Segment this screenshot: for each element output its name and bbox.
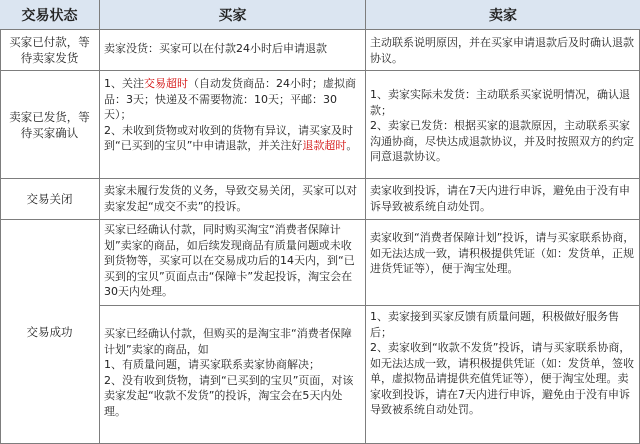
seller-cell xyxy=(366,306,640,444)
seller-line: 2、卖家已发货：根据买家的退款原因，主动联系买家沟通协商，尽快达成退款协议，并及时按照双方的约定同意退款协议。 xyxy=(370,119,634,163)
table-row xyxy=(0,30,640,71)
buyer-cell: 卖家没货：买家可以在付款24小时后申请退款 xyxy=(100,30,366,71)
seller-line: 2、卖家收到“收款不发货”投诉，请与买家联系协商，如无法达成一致，请积极提供凭证（如：发货单，签收单，虚拟物品请提供充值凭证等），便于淘宝处理。卖家收到投诉，请在7天内进行申诉，避免由于没有申诉导致被系统自动处罚。 xyxy=(370,341,634,416)
seller-cell: 卖家收到“消费者保障计划”投诉，请与买家联系协商，如无法达成一致，请积极提供凭证（如：发货单，正规进货凭证等），便于淘宝处理。 xyxy=(366,220,640,306)
buyer-line: 1、有质量问题，请买家联系卖家协商解决； xyxy=(104,358,320,371)
refund-timeout-highlight: 退款超时 xyxy=(302,139,347,152)
header-seller: 卖家 xyxy=(366,0,640,30)
buyer-cell xyxy=(100,306,366,444)
table-row xyxy=(0,71,640,179)
table-header-row xyxy=(0,0,640,30)
trade-timeout-highlight: 交易超时 xyxy=(144,77,188,90)
status-cell: 交易关闭 xyxy=(0,179,100,220)
buyer-line-1a: 1、关注 xyxy=(104,77,144,90)
seller-line: 1、卖家实际未发货：主动联系买家说明情况，确认退款； xyxy=(370,88,630,117)
buyer-cell xyxy=(100,71,366,179)
seller-line: 1、卖家接到买家反馈有质量问题，积极做好服务售后； xyxy=(370,310,619,339)
table-row xyxy=(0,220,640,444)
buyer-cell: 卖家未履行发货的义务，导致交易关闭，买家可以对卖家发起“成交不卖”的投诉。 xyxy=(100,179,366,220)
header-status: 交易状态 xyxy=(0,0,100,30)
buyer-line: 2、没有收到货物，请到“已买到的宝贝”页面，对该卖家发起“收款不发货”的投诉，淘宝会在5天内处理。 xyxy=(104,373,354,418)
table-row xyxy=(0,179,640,220)
buyer-line-2a: 2、未收到货物或对收到的货物有异议，请买家及时到“已买到的宝贝”中申请退款，并关注好 xyxy=(104,123,353,152)
seller-cell: 主动联系说明原因，并在买家申请退款后及时确认退款协议。 xyxy=(366,30,640,71)
header-buyer: 买家 xyxy=(100,0,366,30)
buyer-line: 买家已经确认付款，但购买的是淘宝非“消费者保障计划”卖家的商品，如 xyxy=(104,327,352,356)
status-cell: 买家已付款，等待卖家发货 xyxy=(0,30,100,71)
buyer-line-1b: （自动发货商品：24小时；虚拟商品：3天；快递及不需要物流：10天；平邮：30天）； xyxy=(104,77,356,121)
status-cell: 交易成功 xyxy=(0,220,100,444)
seller-cell: 卖家收到投诉，请在7天内进行申诉，避免由于没有申诉导致被系统自动处罚。 xyxy=(366,179,640,220)
seller-cell xyxy=(366,71,640,179)
status-cell: 卖家已发货，等待买家确认 xyxy=(0,71,100,179)
buyer-cell: 买家已经确认付款，同时购买淘宝“消费者保障计划”卖家的商品，如后续发现商品有质量问题或未收到货物等，买家可以在交易成功后的14天内，到“已买到的宝贝”页面点击“保障卡”发起投诉，淘宝会在30天内处理。 xyxy=(100,220,366,306)
buyer-line-2b: 。 xyxy=(346,139,358,152)
